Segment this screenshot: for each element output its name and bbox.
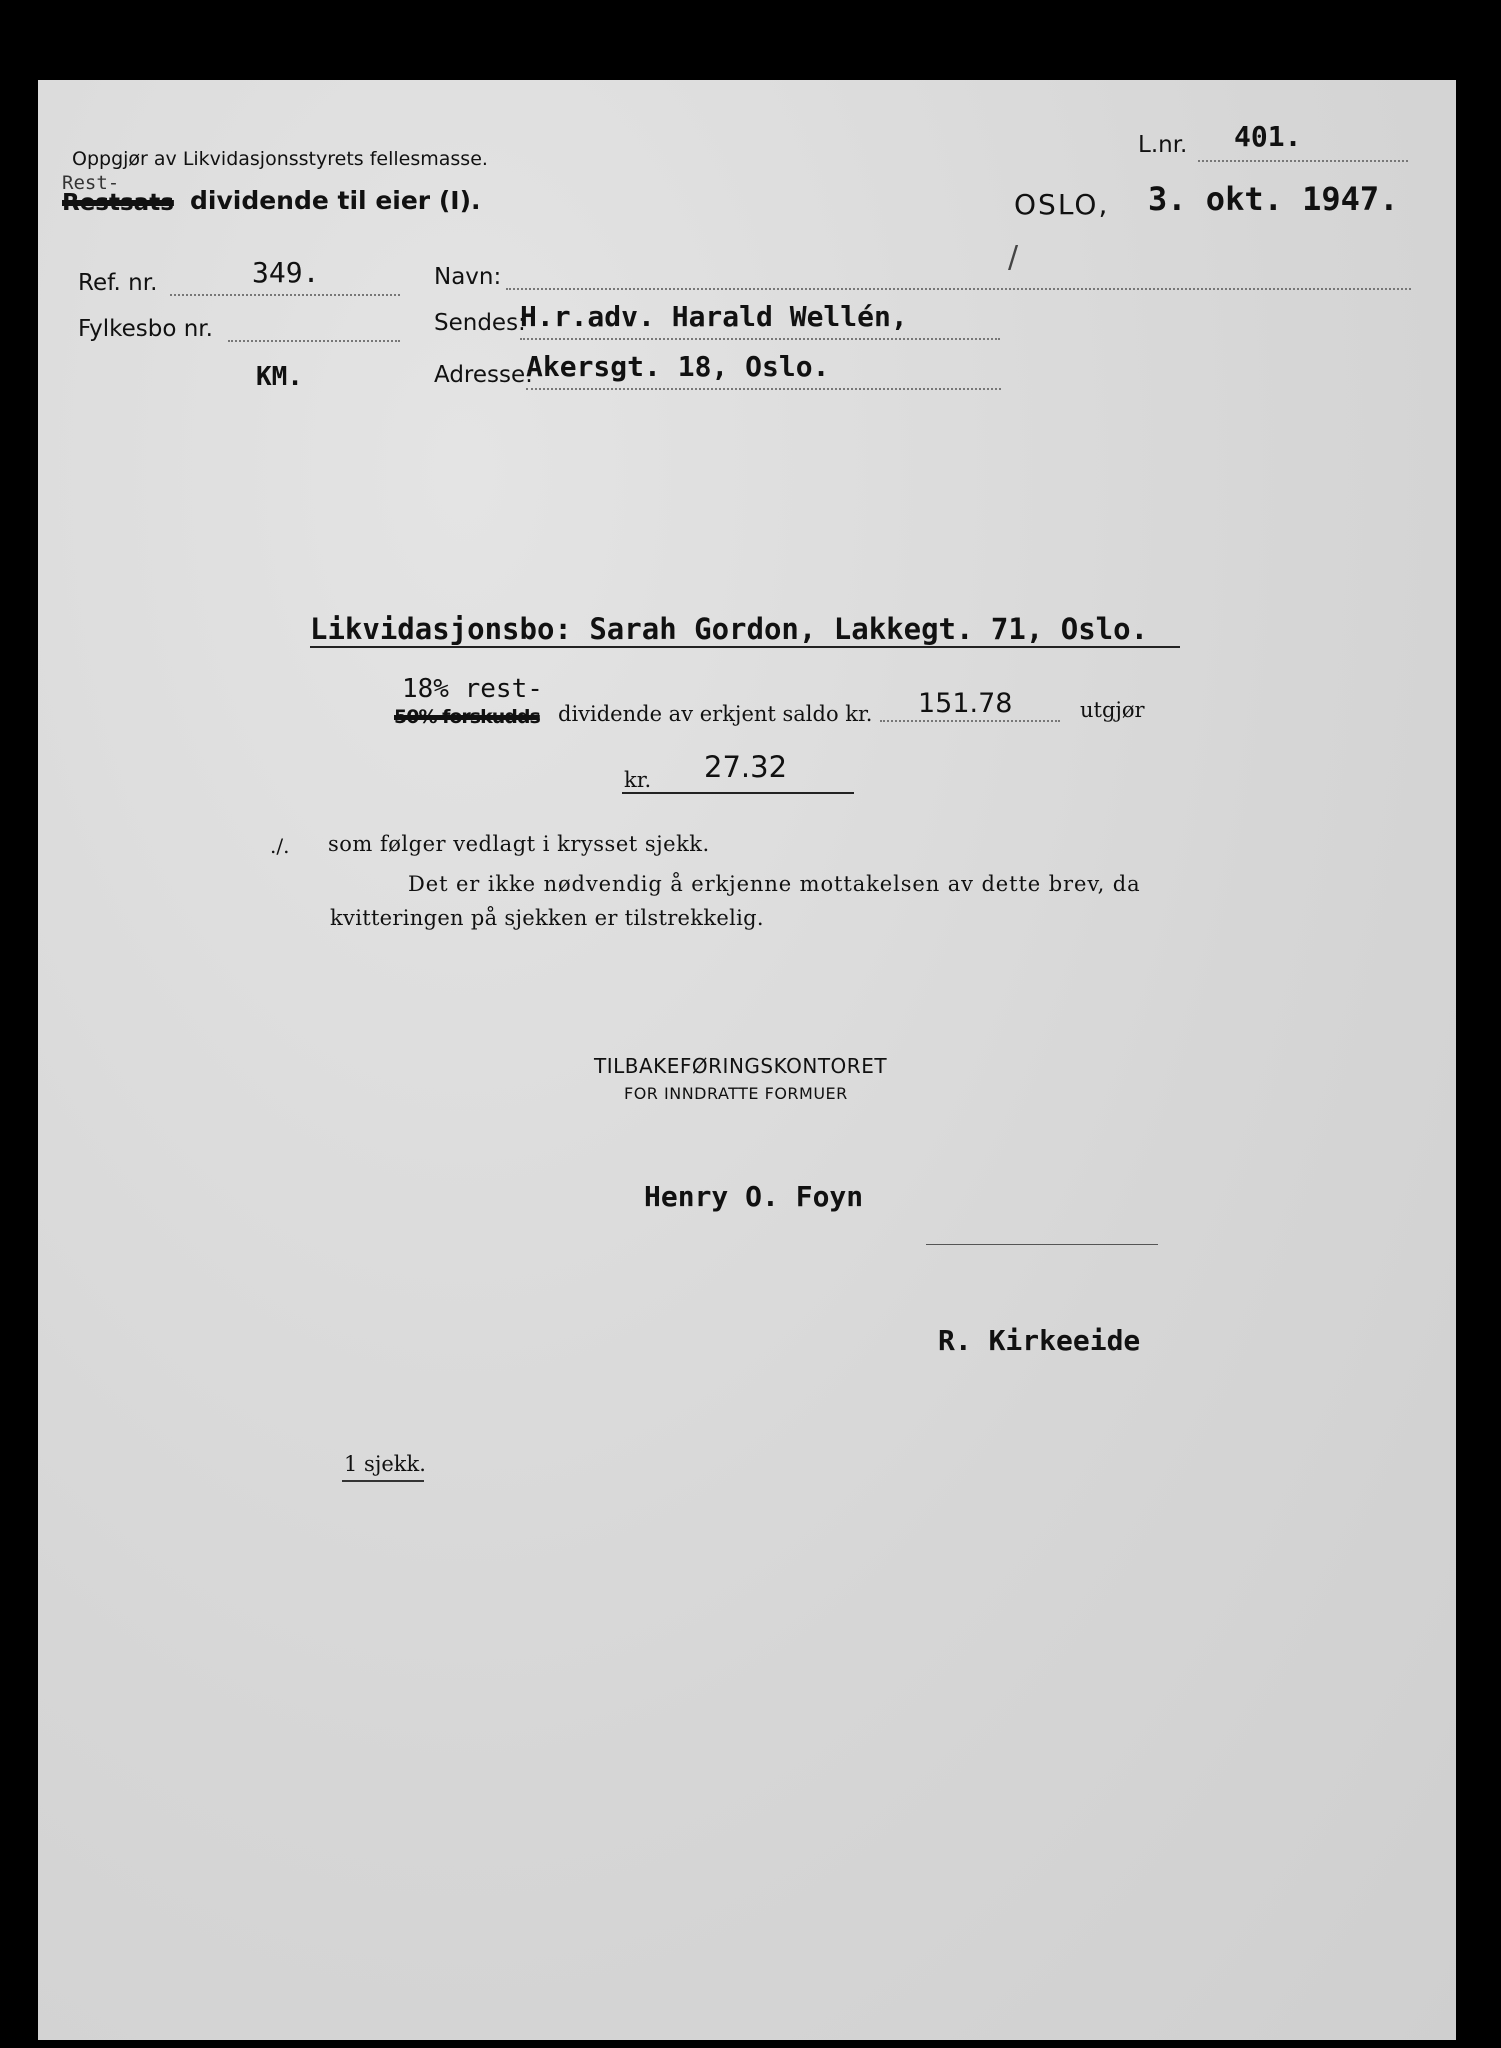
fylkesbo-value: KM.: [256, 362, 303, 392]
amount-value: 27.32: [704, 750, 788, 784]
saldo-dotted-line: [880, 720, 1060, 722]
percent-struck: 50% forskudds: [394, 706, 540, 728]
lnr-dotted-line: [1198, 160, 1408, 162]
adresse-label: Adresse:: [434, 362, 533, 388]
lnr-label: L.nr.: [1138, 132, 1188, 158]
header-subtitle: dividende til eier (I).: [190, 186, 481, 215]
dividend-text: dividende av erkjent saldo kr.: [558, 702, 873, 726]
place: OSLO,: [1014, 188, 1110, 221]
enclosure-mark: ./.: [270, 834, 290, 858]
fylkesbo-dotted-line: [228, 340, 400, 342]
utgjor-text: utgjør: [1080, 698, 1145, 722]
saldo-value: 151.78: [918, 688, 1013, 719]
note-line-2: kvitteringen på sjekken er tilstrekkelig.: [330, 906, 764, 930]
adresse-value: Akersgt. 18, Oslo.: [526, 350, 830, 383]
estate-underline: [310, 646, 1180, 648]
navn-dotted-line: [506, 288, 1411, 290]
attachment-note: 1 sjekk.: [344, 1452, 426, 1476]
ref-value: 349.: [252, 256, 320, 289]
note-line-1: Det er ikke nødvendig å erkjenne mottakelsen av dette brev, da: [408, 872, 1141, 896]
ref-label: Ref. nr.: [78, 270, 158, 296]
signature-first: Henry O. Foyn: [644, 1180, 864, 1213]
date: 3. okt. 1947.: [1148, 180, 1399, 218]
estate-name: Likvidasjonsbo: Sarah Gordon, Lakkegt. 71, Oslo.: [310, 612, 1149, 646]
sendes-label: Sendes:: [434, 310, 526, 336]
document-page: [38, 80, 1456, 2040]
office-name: TILBAKEFØRINGSKONTORET: [594, 1054, 888, 1078]
percent-typed: 18% rest-: [402, 674, 543, 704]
sendes-value: H.r.adv. Harald Wellén,: [520, 300, 908, 333]
header-title: Oppgjør av Likvidasjonsstyrets fellesmasse.: [72, 148, 488, 170]
fylkesbo-label: Fylkesbo nr.: [78, 316, 213, 342]
enclosure-text: som følger vedlagt i krysset sjekk.: [328, 832, 710, 856]
amount-underline: [622, 792, 854, 794]
header-overtype: Rest-: [62, 172, 120, 194]
signature-second: R. Kirkeeide: [938, 1324, 1141, 1357]
sendes-dotted-line: [520, 338, 1000, 340]
adresse-dotted-line: [526, 388, 1001, 390]
attachment-underline: [342, 1480, 424, 1482]
office-subname: FOR INNDRATTE FORMUER: [624, 1084, 848, 1103]
header-struck-word: Restsats: [62, 190, 174, 216]
lnr-value: 401.: [1234, 120, 1302, 153]
navn-label: Navn:: [434, 264, 502, 290]
signature-line: [926, 1244, 1158, 1245]
navn-value: /: [1008, 240, 1019, 275]
ref-dotted-line: [170, 294, 400, 296]
kr-label: kr.: [624, 768, 652, 792]
